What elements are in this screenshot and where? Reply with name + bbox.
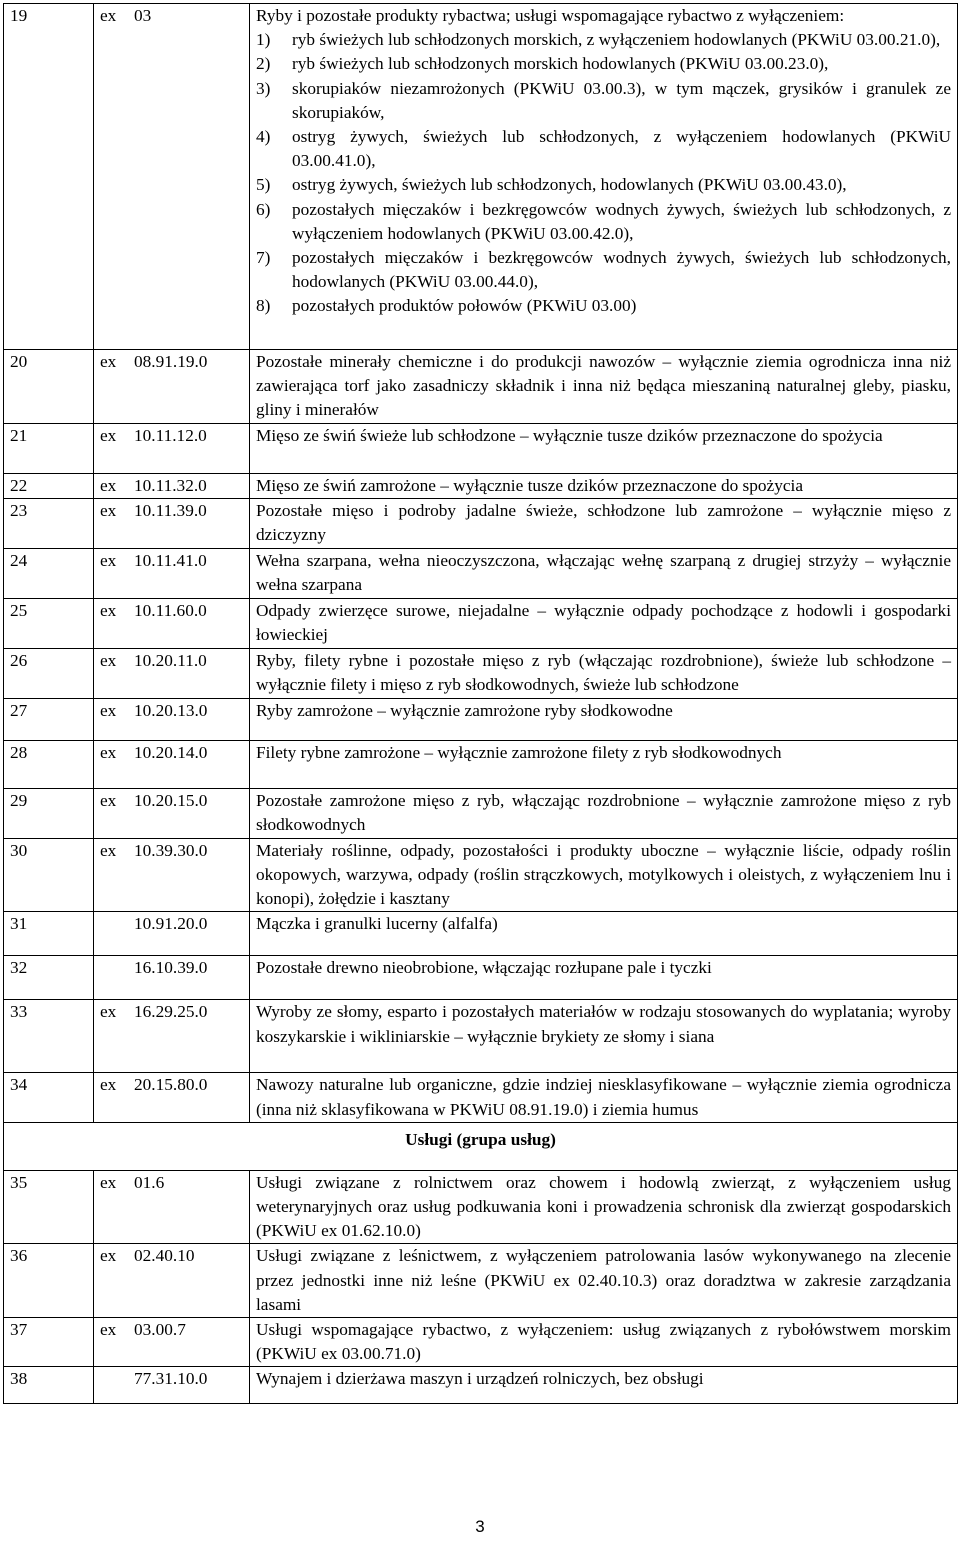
row-number: 32 (4, 956, 94, 1000)
exclusion-item (256, 77, 951, 125)
code-prefix: ex (100, 700, 117, 720)
description-cell (250, 1000, 958, 1073)
table-row (4, 1318, 958, 1367)
pkwiu-code-cell (94, 473, 250, 498)
table-row (4, 788, 958, 838)
row-number: 35 (4, 1170, 94, 1244)
pkwiu-code: 10.39.30.0 (134, 840, 208, 860)
exclusion-item-text: pozostałych produktów połowów (PKWiU 03.00) (292, 296, 637, 316)
code-prefix: ex (100, 550, 117, 570)
row-number: 38 (4, 1367, 94, 1404)
description-cell (250, 912, 958, 956)
table-row (4, 740, 958, 788)
pkwiu-code: 10.11.41.0 (134, 550, 207, 570)
exclusion-item-number: 4) (256, 127, 271, 147)
table-row (4, 548, 958, 598)
table-row (4, 1073, 958, 1122)
pkwiu-code-cell (94, 1170, 250, 1244)
exclusion-item-number: 6) (256, 199, 271, 219)
pkwiu-code-cell (94, 423, 250, 473)
row-number: 29 (4, 788, 94, 838)
table-row (4, 648, 958, 698)
description-cell (250, 740, 958, 788)
pkwiu-code: 03 (134, 6, 152, 25)
pkwiu-code-cell (94, 788, 250, 838)
pkwiu-code: 10.11.32.0 (134, 475, 207, 495)
table-row (4, 598, 958, 648)
exclusion-item-number: 3) (256, 78, 271, 98)
exclusion-item-text: pozostałych mięczaków i bezkręgowców wodnych żywych, świeżych lub schłodzonych, hodowlanych (PKWiU 03.00.44.0), (292, 248, 951, 292)
pkwiu-code: 08.91.19.0 (134, 352, 208, 371)
table-row (4, 1170, 958, 1244)
row-number: 28 (4, 740, 94, 788)
description-cell (250, 498, 958, 548)
description-text: Pozostałe minerały chemiczne i do produkcji nawozów – wyłącznie ziemia ogrodnicza inna niż zawierająca torf jako zasadniczy składnik i inna niż będąca mieszaniną naturalnej gleby, piasku, gliny i minerałów (256, 352, 951, 420)
row-number: 36 (4, 1244, 94, 1318)
page-number: 3 (475, 1517, 485, 1536)
description-cell (250, 4, 958, 350)
description-text: Pozostałe zamrożone mięso z ryb, włączając rozdrobnione – wyłącznie zamrożone mięso z ryb słodkowodnych (256, 790, 951, 835)
description-cell (250, 423, 958, 473)
pkwiu-code: 10.20.11.0 (134, 650, 207, 670)
code-prefix: ex (100, 650, 117, 670)
exclusion-item-text: ostryg żywych, świeżych lub schłodzonych, z wyłączeniem hodowlanych (PKWiU 03.00.41.0), (292, 127, 951, 171)
description-text: Ryby, filety rybne i pozostałe mięso z ryb (włączając rozdrobnione), świeże lub schłodzone – wyłącznie filety i mięso z ryb słodkowodnych, świeże lub schłodzone (256, 650, 951, 695)
exclusion-item-text: ostryg żywych, świeżych lub schłodzonych, hodowlanych (PKWiU 03.00.43.0), (292, 175, 847, 195)
exclusion-item (256, 198, 951, 246)
description-cell (250, 698, 958, 740)
row-number: 25 (4, 598, 94, 648)
pkwiu-code: 77.31.10.0 (134, 1369, 208, 1389)
description-cell (250, 1170, 958, 1244)
description-text: Wyroby ze słomy, esparto i pozostałych materiałów w rodzaju stosowanych do wyplatania; wyroby koszykarskie i wikliniarskie – wyłącznie brykiety ze słomy i siana (256, 1002, 951, 1046)
description-cell (250, 473, 958, 498)
description-text: Ryby zamrożone – wyłącznie zamrożone ryby słodkowodne (256, 700, 673, 720)
description-text: Pozostałe mięso i podroby jadalne świeże, schłodzone lub zamrożone – wyłącznie mięso z dziczyzny (256, 500, 951, 545)
description-cell (250, 1073, 958, 1122)
row-number: 31 (4, 912, 94, 956)
pkwiu-code-cell (94, 1073, 250, 1122)
row-number: 30 (4, 838, 94, 912)
code-prefix: ex (100, 790, 117, 810)
description-cell (250, 1244, 958, 1318)
row-number: 34 (4, 1073, 94, 1122)
pkwiu-code: 10.11.12.0 (134, 425, 207, 445)
pkwiu-code-cell (94, 838, 250, 912)
row-number: 24 (4, 548, 94, 598)
description-text: Mięso ze świń zamrożone – wyłącznie tusze dzików przeznaczone do spożycia (256, 475, 804, 495)
code-prefix: ex (100, 1246, 117, 1266)
row-number: 26 (4, 648, 94, 698)
code-prefix: ex (100, 742, 117, 762)
description-cell (250, 1318, 958, 1367)
pkwiu-code: 10.20.13.0 (134, 700, 208, 720)
section-title: Usługi (grupa usług) (4, 1122, 958, 1170)
classification-table (3, 3, 958, 1404)
table-row (4, 1000, 958, 1073)
pkwiu-code-cell (94, 598, 250, 648)
description-text: Materiały roślinne, odpady, pozostałości i produkty uboczne – wyłącznie liście, odpady roślin okopowych, warzywa, odpady (roślin strączkowych, motylkowych i oleistych, z wyłączeniem lnu i konopi), żołędzie i kasztany (256, 840, 951, 909)
pkwiu-code-cell (94, 1000, 250, 1073)
pkwiu-code: 16.29.25.0 (134, 1002, 208, 1022)
table-row (4, 498, 958, 548)
description-text: Filety rybne zamrożone – wyłącznie zamrożone filety z ryb słodkowodnych (256, 742, 782, 762)
pkwiu-code: 16.10.39.0 (134, 958, 208, 978)
description-text: Mięso ze świń świeże lub schłodzone – wyłącznie tusze dzików przeznaczone do spożycia (256, 425, 883, 445)
pkwiu-code: 03.00.7 (134, 1320, 186, 1340)
exclusion-item (256, 52, 951, 76)
description-cell (250, 956, 958, 1000)
code-prefix: ex (100, 840, 117, 860)
pkwiu-code: 01.6 (134, 1172, 165, 1192)
description-text: Odpady zwierzęce surowe, niejadalne – wyłącznie odpady pochodzące z hodowli i gospodarki łowieckiej (256, 600, 951, 645)
exclusion-item (256, 28, 951, 52)
description-text: Wełna szarpana, wełna nieoczyszczona, włączając wełnę szarpaną z drugiej strzyży – wyłącznie wełna szarpana (256, 550, 951, 595)
description-cell (250, 648, 958, 698)
description-cell (250, 788, 958, 838)
table-row (4, 838, 958, 912)
description-cell (250, 350, 958, 424)
table-row (4, 956, 958, 1000)
description-text: Wynajem i dzierżawa maszyn i urządzeń rolniczych, bez obsługi (256, 1369, 704, 1389)
section-header-row (4, 1122, 958, 1170)
code-prefix: ex (100, 425, 117, 445)
pkwiu-code-cell (94, 548, 250, 598)
exclusion-item-number: 2) (256, 54, 271, 74)
row-number: 21 (4, 423, 94, 473)
pkwiu-code-cell (94, 1318, 250, 1367)
row-number: 23 (4, 498, 94, 548)
row-number: 33 (4, 1000, 94, 1073)
description-text: Usługi wspomagające rybactwo, z wyłączeniem: usług związanych z rybołówstwem morskim (PKWiU ex 03.00.71.0) (256, 1320, 951, 1364)
pkwiu-code-cell (94, 350, 250, 424)
exclusion-item-text: pozostałych mięczaków i bezkręgowców wodnych żywych, świeżych lub schłodzonych, z wyłączeniem hodowlanych (PKWiU 03.00.42.0), (292, 199, 951, 243)
row-number: 37 (4, 1318, 94, 1367)
exclusion-item (256, 294, 951, 318)
pkwiu-code-cell (94, 912, 250, 956)
pkwiu-code-cell (94, 1244, 250, 1318)
code-prefix: ex (100, 1002, 117, 1022)
pkwiu-code-cell (94, 956, 250, 1000)
code-prefix: ex (100, 1320, 117, 1340)
code-prefix: ex (100, 6, 117, 25)
row-number: 22 (4, 473, 94, 498)
code-prefix: ex (100, 1075, 117, 1095)
code-prefix: ex (100, 1172, 117, 1192)
pkwiu-code: 10.11.39.0 (134, 500, 207, 520)
table-row (4, 4, 958, 350)
exclusion-item-number: 5) (256, 175, 271, 195)
pkwiu-code-cell (94, 498, 250, 548)
exclusion-item (256, 173, 951, 197)
description-cell (250, 1367, 958, 1404)
table-row (4, 698, 958, 740)
description-text: Usługi związane z rolnictwem oraz chowem i hodowlą zwierząt, z wyłączeniem usług weterynaryjnych oraz usług podkuwania koni i prowadzenia schronisk dla zwierząt gospodarskich (PKWiU ex 01.62.10.0) (256, 1172, 951, 1241)
code-prefix: ex (100, 500, 117, 520)
description-text: Nawozy naturalne lub organiczne, gdzie indziej niesklasyfikowane – wyłącznie ziemia ogrodnicza (inna niż sklasyfikowana w PKWiU 08.91.19.0) i ziemia humus (256, 1075, 951, 1119)
exclusion-item-number: 8) (256, 296, 271, 316)
pkwiu-code: 02.40.10 (134, 1246, 195, 1266)
description-cell (250, 838, 958, 912)
exclusion-item-text: ryb świeżych lub schłodzonych morskich hodowlanych (PKWiU 03.00.23.0), (292, 54, 829, 74)
exclusion-item (256, 125, 951, 173)
exclusion-item-text: ryb świeżych lub schłodzonych morskich, z wyłączeniem hodowlanych (PKWiU 03.00.21.0), (292, 30, 941, 50)
exclusion-item-text: skorupiaków niezamrożonych (PKWiU 03.00.3), w tym mączek, grysików i granulek ze skorupiaków, (292, 78, 951, 122)
exclusion-item (256, 246, 951, 294)
row-number: 19 (4, 4, 94, 350)
table-row (4, 473, 958, 498)
description-text: Ryby i pozostałe produkty rybactwa; usługi wspomagające rybactwo z wyłączeniem: (256, 6, 845, 25)
pkwiu-code-cell (94, 4, 250, 350)
description-text: Mączka i granulki lucerny (alfalfa) (256, 914, 498, 934)
pkwiu-code: 10.91.20.0 (134, 914, 208, 934)
pkwiu-code-cell (94, 648, 250, 698)
pkwiu-code: 10.11.60.0 (134, 600, 207, 620)
table-body (4, 4, 958, 1404)
pkwiu-code-cell (94, 698, 250, 740)
table-row (4, 1244, 958, 1318)
exclusion-item-number: 7) (256, 248, 271, 268)
table-row (4, 423, 958, 473)
pkwiu-code: 20.15.80.0 (134, 1075, 208, 1095)
description-text: Usługi związane z leśnictwem, z wyłączeniem patrolowania lasów wykonywanego na zlecenie przez jednostki inne niż leśne (PKWiU ex 02.40.10.3) oraz doradztwa w zakresie zarządzania lasami (256, 1246, 951, 1314)
description-text: Pozostałe drewno nieobrobione, włączając rozłupane pale i tyczki (256, 958, 712, 978)
row-number: 27 (4, 698, 94, 740)
description-cell (250, 548, 958, 598)
table-row (4, 912, 958, 956)
table-row (4, 1367, 958, 1404)
pkwiu-code-cell (94, 740, 250, 788)
code-prefix: ex (100, 475, 117, 495)
exclusion-item-number: 1) (256, 30, 271, 50)
table-row (4, 350, 958, 424)
code-prefix: ex (100, 352, 117, 371)
pkwiu-code-cell (94, 1367, 250, 1404)
pkwiu-code: 10.20.14.0 (134, 742, 208, 762)
pkwiu-code: 10.20.15.0 (134, 790, 208, 810)
row-number: 20 (4, 350, 94, 424)
code-prefix: ex (100, 600, 117, 620)
description-cell (250, 598, 958, 648)
